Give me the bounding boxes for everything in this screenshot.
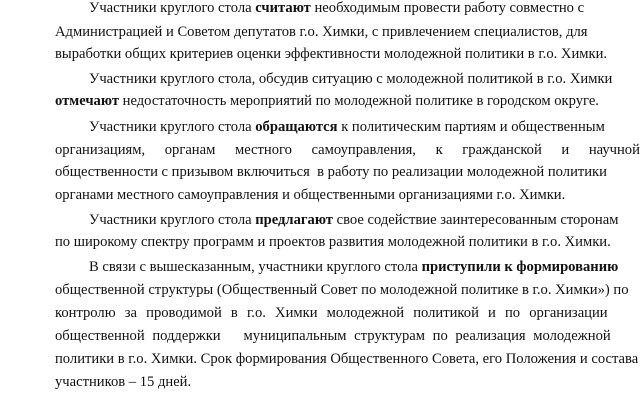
paragraph-4-line-2	[55, 231, 640, 254]
text-run: по широкому спектру программ и проектов развития молодежной политики в г.о. Химки.	[55, 234, 611, 250]
paragraph-5-line-5	[55, 348, 640, 371]
word: научной	[588, 142, 640, 158]
word: гражданской	[462, 142, 542, 158]
word: местного	[234, 142, 292, 158]
bold-keyword: обращаются	[255, 119, 338, 135]
text-run: Администрацией и Советом депутатов г.о. Химки, с привлечением специалистов, для	[55, 24, 588, 40]
text-run: свое содействие заинтересованным сторонам	[332, 212, 619, 228]
paragraph-2-line-1	[89, 68, 640, 91]
paragraph-2-line-2	[55, 90, 640, 113]
paragraph-4-line-1	[89, 209, 640, 232]
bold-keyword: предлагают	[255, 212, 333, 228]
text-run: необходимым провести работу совместно с	[310, 0, 585, 16]
paragraph-5-line-2	[55, 279, 640, 302]
text-run: контролю за проводимой в г.о. Химки молодежной политикой и по организации	[55, 305, 608, 321]
bold-keyword: отмечают	[55, 93, 119, 109]
text-run: Участники круглого стола	[89, 0, 256, 16]
paragraph-5-line-3	[55, 302, 640, 325]
paragraph-1-line-2	[55, 21, 640, 44]
text-run: политики в г.о. Химки. Срок формирования Общественного Совета, его Положения и состава	[55, 351, 639, 367]
word: организациям,	[55, 142, 146, 158]
paragraph-3-line-4	[55, 184, 640, 207]
paragraph-1-line-1	[89, 0, 640, 20]
word: самоуправления,	[311, 142, 416, 158]
word: органам	[164, 142, 216, 158]
text-run: Участники круглого стола	[89, 212, 256, 228]
text-run: участников – 15 дней.	[55, 374, 192, 390]
paragraph-5-line-4	[55, 325, 640, 348]
bold-keyword: приступили к формированию	[421, 259, 619, 275]
text-run: органами местного самоуправления и общественными организациями г.о. Химки.	[55, 187, 566, 203]
text-run: к политическим партиям и общественным	[337, 119, 605, 135]
text-run: общественности с призывом включиться в работу по реализации молодежной политики	[55, 164, 607, 180]
paragraph-1-line-3	[55, 43, 640, 66]
bold-keyword: считают	[255, 0, 311, 16]
text-run: выработки общих критериев оценки эффективности молодежной политики в г.о. Химки.	[55, 46, 608, 62]
text-run: общественной структуры (Общественный Совет по молодежной политике в г.о. Химки») по	[55, 282, 629, 298]
text-run: Участники круглого стола, обсудив ситуацию с молодежной политикой в г.о. Химки	[89, 71, 613, 87]
paragraph-3-line-1	[89, 116, 640, 139]
word: и	[561, 142, 570, 158]
paragraph-3-line-2	[55, 139, 640, 162]
text-run: недостаточность мероприятий по молодежной политике в городском округе.	[118, 93, 599, 109]
paragraph-5-line-1	[89, 256, 640, 279]
paragraph-3-line-3	[55, 161, 640, 184]
text-run: общественной поддержки муниципальным структурам по реализация молодежной	[55, 328, 611, 344]
paragraph-5-line-6	[55, 371, 640, 394]
text-run: В связи с вышесказанным, участники круглого стола	[89, 259, 422, 275]
word: к	[435, 142, 443, 158]
text-run: Участники круглого стола	[89, 119, 256, 135]
